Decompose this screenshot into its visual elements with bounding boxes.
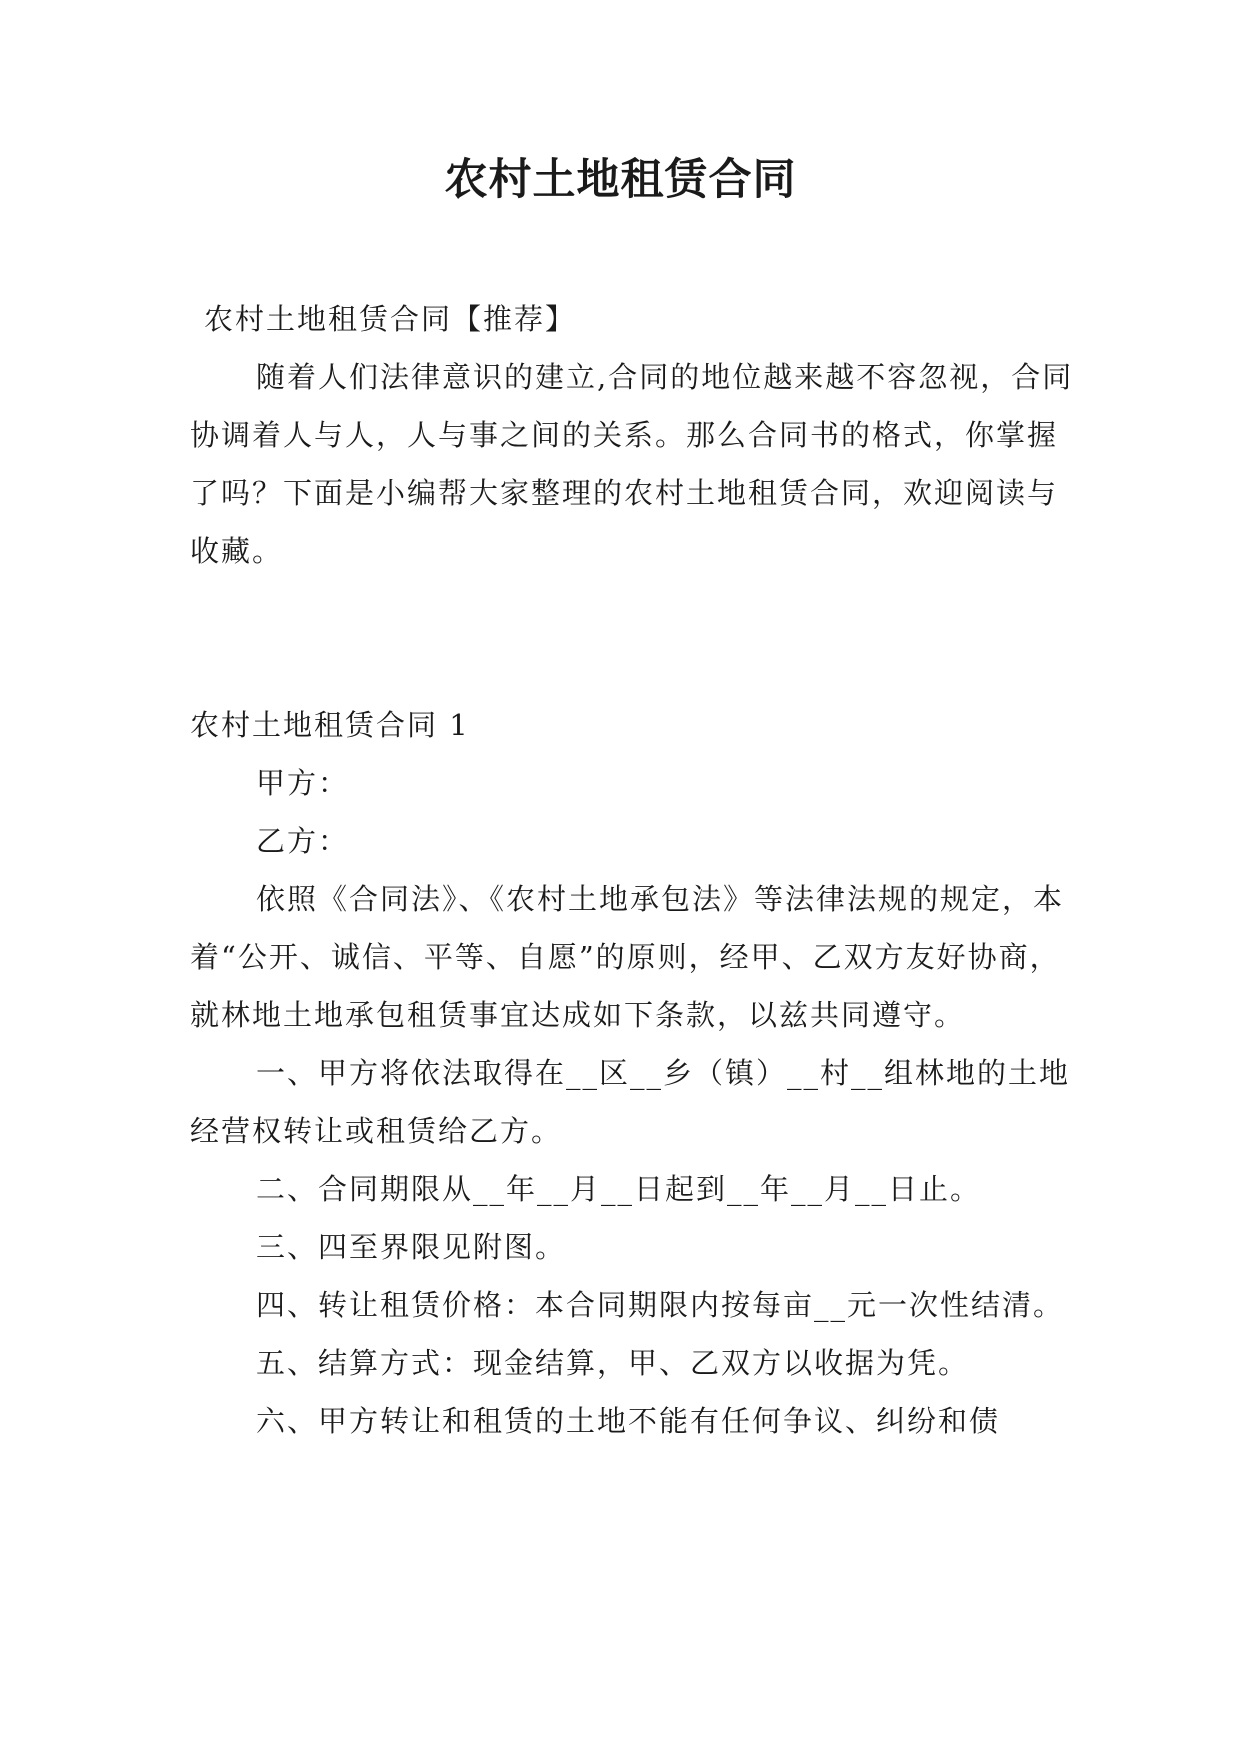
clause-4: 四、转让租赁价格：本合同期限内按每亩__元一次性结清。	[256, 1288, 1065, 1322]
paragraph-spacer	[190, 580, 1075, 696]
party-b-line: 乙方：	[256, 824, 350, 858]
party-a-line: 甲方：	[256, 766, 350, 800]
section-heading: 农村土地租赁合同 1	[190, 708, 470, 742]
intro-paragraph: 随着人们法律意识的建立,合同的地位越来越不容忽视，合同协调着人与人，人与事之间的关系。那么合同书的格式，你掌握了吗？下面是小编帮大家整理的农村土地租赁合同，欢迎阅读与收藏。	[190, 360, 1074, 568]
document-subtitle: 农村土地租赁合同【推荐】	[204, 302, 577, 336]
clause-3: 三、四至界限见附图。	[256, 1230, 567, 1264]
document-title: 农村土地租赁合同	[444, 155, 797, 205]
preamble-paragraph: 依照《合同法》、《农村土地承包法》等法律法规的规定，本着“公开、诚信、平等、自愿”的原则，经甲、乙双方友好协商，就林地土地承包租赁事宜达成如下条款，以兹共同遵守。	[190, 882, 1065, 1032]
clause-6: 六、甲方转让和租赁的土地不能有任何争议、纠纷和债	[256, 1404, 1001, 1438]
document-body	[190, 290, 1075, 1450]
clause-5: 五、结算方式：现金结算，甲、乙双方以收据为凭。	[256, 1346, 970, 1380]
clause-1: 一、甲方将依法取得在__区__乡（镇）__村__组林地的土地经营权转让或租赁给乙方。	[190, 1056, 1071, 1148]
clause-2: 二、合同期限从__年__月__日起到__年__月__日止。	[256, 1172, 982, 1206]
